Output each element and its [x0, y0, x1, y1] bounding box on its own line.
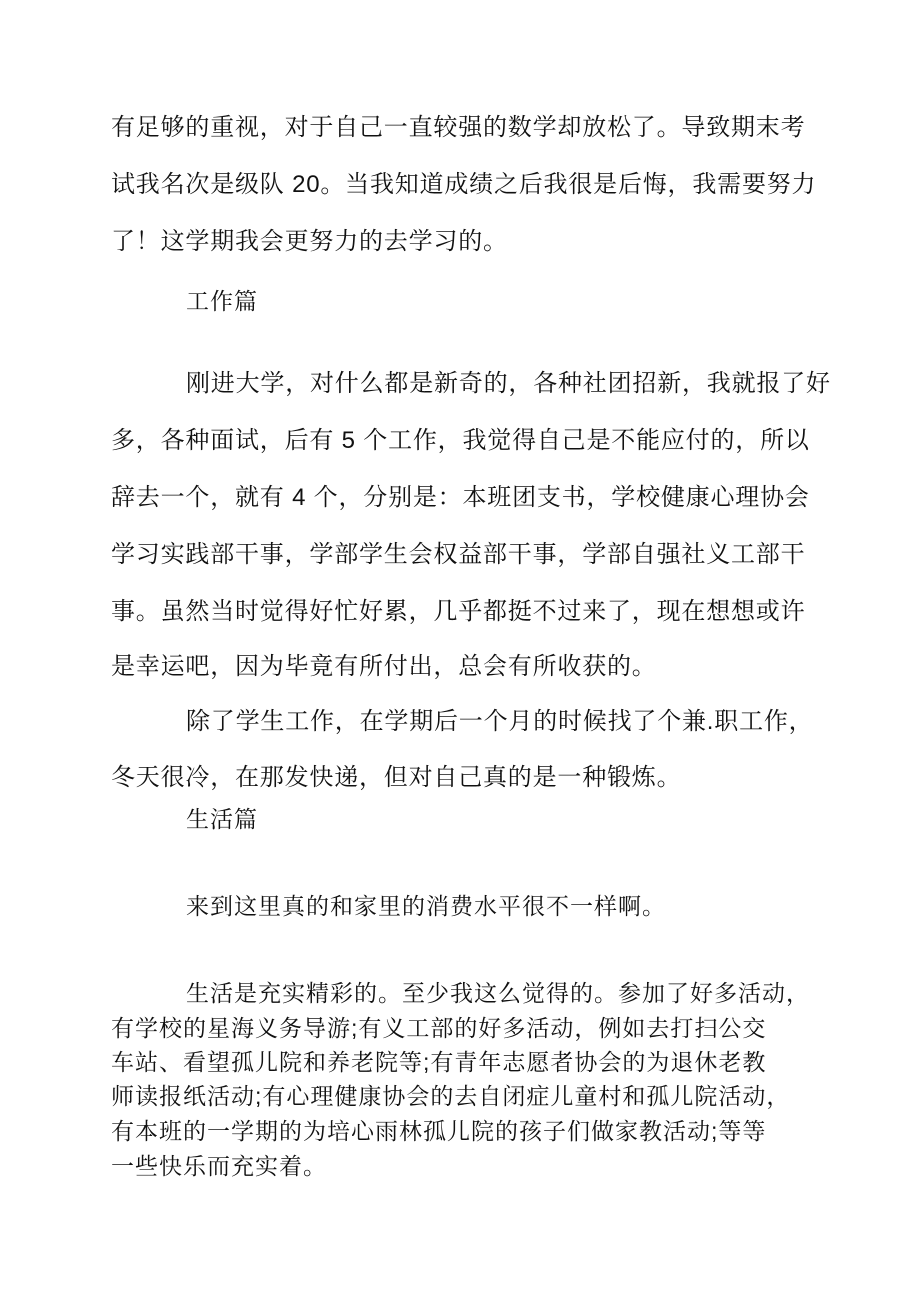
text-line: 刚进大学，对什么都是新奇的，各种社团招新，我就报了好 [186, 370, 831, 397]
text-line: 师读报纸活动;有心理健康协会的去自闭症儿童村和孤儿院活动， [111, 1083, 791, 1109]
text-line: 事。虽然当时觉得好忙好累，几乎都挺不过来了，现在想想或许 [111, 598, 806, 625]
text-line: 有学校的星海义务导游;有义工部的好多活动，例如去打扫公交 [111, 1015, 767, 1041]
text-line: 冬天很冷，在那发快递，但对自己真的是一种锻炼。 [111, 764, 682, 791]
text-line: 试我名次是级队 20。当我知道成绩之后我很是后悔，我需要努力 [111, 171, 817, 198]
text-line: 有本班的一学期的为培心雨林孤儿院的孩子们做家教活动;等等 [111, 1118, 767, 1144]
text-line: 是幸运吧，因为毕竟有所付出，总会有所收获的。 [111, 653, 657, 680]
text-line: 多，各种面试，后有 5 个工作，我觉得自己是不能应付的，所以 [111, 427, 810, 454]
text-line: 车站、看望孤儿院和养老院等;有青年志愿者协会的为退休老教 [111, 1049, 767, 1075]
section-heading-work: 工作篇 [186, 288, 258, 314]
text-line: 辞去一个，就有 4 个，分别是：本班团支书，学校健康心理协会 [111, 484, 810, 511]
paragraph-consumption: 来到这里真的和家里的消费水平很不一样啊。 [186, 893, 666, 919]
text-line: 生活是充实精彩的。至少我这么觉得的。参加了好多活动， [186, 980, 810, 1006]
text-line: 有足够的重视，对于自己一直较强的数学却放松了。导致期末考 [111, 114, 806, 141]
text-line: 除了学生工作，在学期后一个月的时候找了个兼.职工作， [186, 708, 814, 735]
text-line: 学习实践部干事，学部学生会权益部干事，学部自强社义工部干 [111, 541, 806, 568]
section-heading-life: 生活篇 [186, 806, 258, 832]
text-line: 了！这学期我会更努力的去学习的。 [111, 228, 508, 255]
text-line: 一些快乐而充实着。 [111, 1153, 327, 1179]
